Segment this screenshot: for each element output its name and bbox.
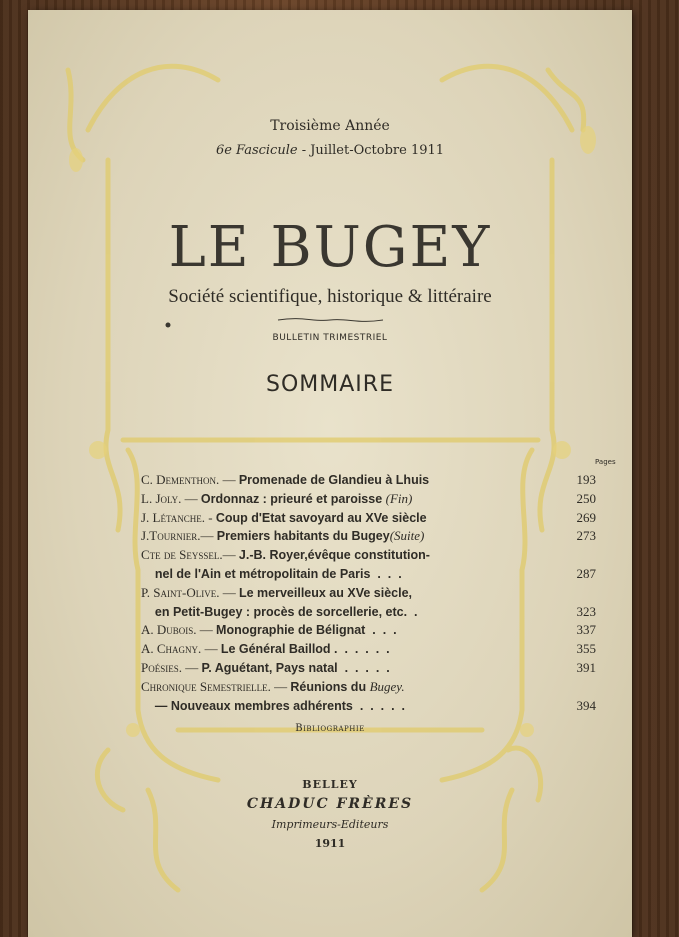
toc-entry: [141, 510, 568, 528]
toc-author: J. Létanche.: [141, 509, 206, 525]
toc-separator: —: [181, 490, 201, 506]
toc-title: nel de l'Ain et métropolitain de Paris . . .: [141, 567, 402, 581]
toc-row: [141, 491, 596, 509]
toc-page-number: 323: [576, 603, 596, 619]
toc-title: Ordonnaz : prieuré et paroisse: [200, 491, 386, 506]
bibliographie-label: Bibliographie: [295, 723, 365, 734]
toc-row: [141, 622, 596, 640]
journal-title: LE BUGEY: [168, 215, 492, 280]
toc-separator: —: [219, 472, 239, 487]
toc-separator: —: [181, 660, 202, 675]
toc-title: Réunions du: [290, 679, 370, 694]
title-flourish: [278, 319, 383, 322]
toc-row: [141, 698, 596, 716]
toc-entry: [141, 604, 568, 622]
toc-separator: —: [200, 528, 217, 544]
toc-title: P. Aguétant, Pays natal . . . . .: [201, 661, 390, 675]
toc-separator: —: [196, 622, 217, 638]
sommaire-heading: SOMMAIRE: [266, 372, 394, 397]
toc-note: (Suite): [389, 528, 425, 544]
cover-page: [28, 10, 632, 937]
toc-entry: [141, 660, 568, 678]
fascicule-date: - Juillet-Octobre 1911: [297, 143, 445, 158]
toc-row: [141, 547, 596, 565]
toc-row: [141, 528, 596, 546]
toc-page-number: 193: [576, 472, 596, 487]
toc-author: J.Tournier.: [141, 528, 201, 544]
toc-entry: [141, 547, 568, 565]
toc-title: — Nouveaux membres adhérents . . . . .: [141, 698, 405, 713]
toc-row: [141, 660, 596, 678]
toc-note: (Fin): [385, 490, 413, 506]
toc-row: [141, 472, 596, 490]
toc-author: Poésies.: [141, 660, 182, 675]
toc-page-number: 269: [576, 509, 596, 525]
toc-title: Premiers habitants du Bugey: [216, 529, 390, 544]
publication-year: 1911: [314, 837, 346, 850]
toc-entry: [141, 472, 568, 490]
toc-author: C. Dementhon.: [141, 472, 220, 487]
toc-row: [141, 566, 596, 584]
bulletin-label: BULLETIN TRIMESTRIEL: [272, 333, 388, 343]
toc-row: [141, 510, 596, 528]
toc-separator: —: [270, 678, 291, 694]
toc-entry: [141, 585, 568, 603]
toc-page-number: [568, 547, 596, 565]
toc-page-number: 287: [576, 566, 596, 581]
toc-author: Chronique Semestrielle.: [141, 678, 271, 694]
toc-page-number: 273: [576, 528, 596, 544]
toc-author: A. Dubois.: [141, 622, 197, 638]
publisher-name: CHADUC FRÈRES: [246, 796, 414, 812]
fascicule-number: 6e Fascicule: [215, 143, 298, 158]
toc-page-number: 250: [576, 490, 596, 506]
toc-title: Monographie de Bélignat . . .: [216, 623, 397, 638]
toc-title: Promenade de Glandieu à Lhuis: [238, 473, 430, 487]
toc-page-number: 355: [576, 641, 596, 657]
toc-entry: [141, 622, 568, 640]
toc-page-number: [568, 585, 596, 603]
toc-page-number: 337: [576, 622, 596, 638]
toc-page-number: 391: [576, 660, 596, 675]
toc-page-number: [568, 679, 596, 697]
toc-author: Cte de Seyssel.: [141, 547, 223, 563]
pages-label: Pages: [595, 458, 616, 466]
toc-page-number: 394: [576, 697, 596, 713]
toc-title: en Petit-Bugey : procès de sorcellerie, etc. .: [141, 604, 418, 619]
volume-year: Troisième Année: [270, 118, 390, 134]
toc-row: [141, 679, 596, 697]
publisher-city: BELLEY: [302, 778, 358, 791]
toc-entry: [141, 566, 568, 584]
toc-note: Bugey.: [369, 678, 405, 694]
toc-title: Coup d'Etat savoyard au XVe siècle: [215, 510, 427, 525]
toc-separator: —: [222, 547, 239, 563]
toc-author: L. Joly.: [141, 490, 182, 506]
fascicule-line: [28, 143, 632, 158]
toc-separator: —: [219, 584, 239, 600]
toc-title: Le Général Baillod . . . . . .: [220, 642, 390, 657]
toc-entry: [141, 641, 568, 659]
toc-author: P. Saint-Olive.: [141, 584, 220, 600]
toc-entry: [141, 491, 568, 509]
toc-entry: [141, 679, 568, 697]
toc-author: A. Chagny.: [141, 641, 202, 657]
toc-title: Le merveilleux au XVe siècle,: [238, 585, 413, 600]
toc-entry: [141, 528, 568, 546]
publisher-role: Imprimeurs-Editeurs: [271, 818, 389, 831]
toc-separator: -: [205, 509, 216, 525]
toc-row: [141, 641, 596, 659]
journal-subtitle: Société scientifique, historique & littéraire: [168, 286, 492, 307]
toc-separator: —: [201, 641, 221, 657]
toc-row: [141, 585, 596, 603]
toc-entry: [141, 698, 568, 716]
toc-title: J.-B. Royer,évêque constitution-: [238, 548, 430, 563]
toc-row: [141, 604, 596, 622]
